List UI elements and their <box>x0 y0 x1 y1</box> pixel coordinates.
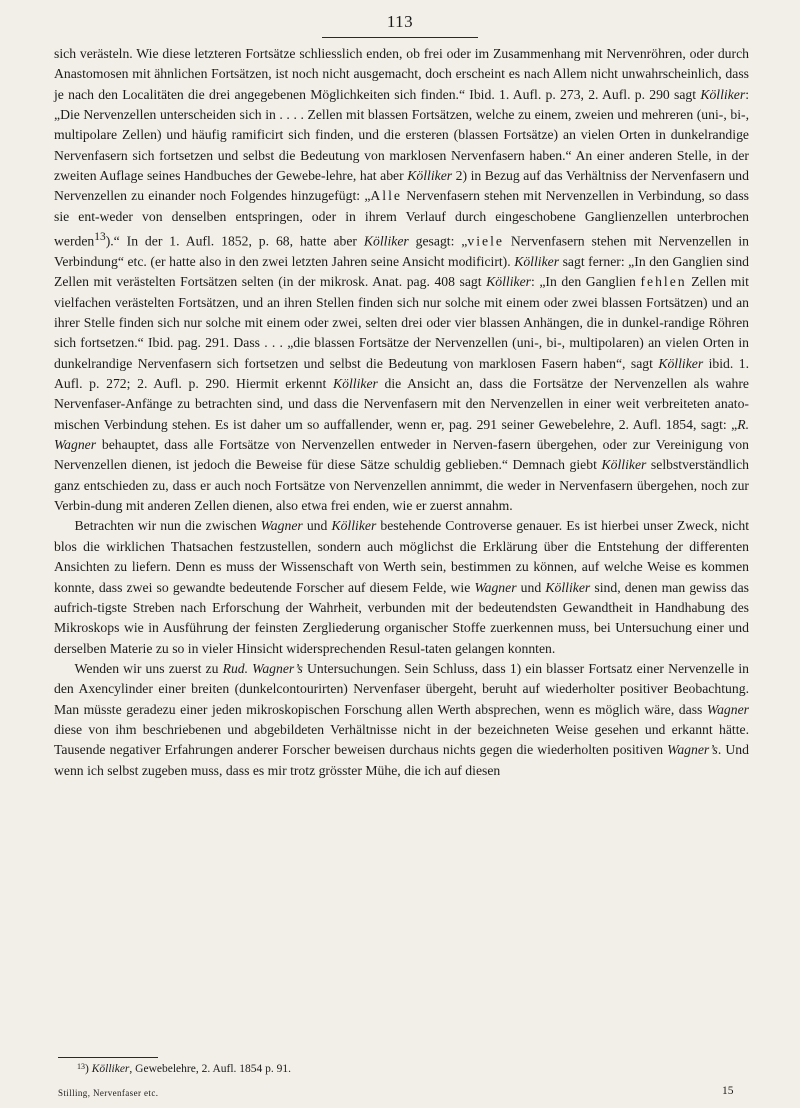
text-run: sind, denen man gewiss das aufrich-tigste Streben nach Erforschung der Wahrheit, verbunden mit der bedeutendsten Gewandtheit in Handhabung des Mikroskops wie in Ausführung der feinsten Zergliederung organischer Stoffe zuerkennen muss, bei Untersuchung einer und derselben Materie zu so in vieler Hinsicht widersprechenden Resul-taten gelangen konnten. <box>54 579 749 656</box>
footnote <box>77 1062 291 1075</box>
spaced-emphasis: fehlen <box>640 274 687 290</box>
printer-signature: Stilling, Nervenfaser etc. <box>58 1088 159 1098</box>
italic-name: Rud. Wagner’s <box>222 660 303 676</box>
italic-name: Wagner <box>260 518 303 534</box>
body-text <box>54 44 749 781</box>
text-run: sagt ferner: „In den Ganglien sind Zellen mit verästelten Fortsätzen selten (in der mikrosk. Anat. pag. 408 sagt <box>54 254 750 290</box>
text-run: ).“ In der 1. Aufl. 1852, p. 68, hatte aber <box>105 233 364 249</box>
footnote-number: 13 <box>77 1062 85 1071</box>
footnote-ref: 13 <box>94 231 106 244</box>
italic-name: Kölliker <box>658 355 704 371</box>
text-run: Wenden wir uns zuerst zu <box>74 660 223 676</box>
italic-name: Wagner’s <box>667 742 718 758</box>
header-rule <box>322 37 478 38</box>
paragraph-1 <box>54 44 749 516</box>
paragraph-2 <box>54 516 749 658</box>
italic-name: Kölliker <box>363 233 409 249</box>
italic-name: Wagner <box>474 579 517 595</box>
text-run: behauptet, dass alle Fortsätze von Nervenzellen entweder in Nerven-fasern übergehen, oder zur Vereinigung von Nervenzellen dienen, ist jedoch die Beweise für diese Sätze schuldig geblieben.“ Demnach giebt <box>54 437 749 473</box>
text-run: Betrachten wir nun die zwischen <box>74 518 261 534</box>
italic-name: Kölliker <box>331 518 377 534</box>
italic-name: Kölliker <box>700 86 746 102</box>
italic-name: R. Wagner <box>54 416 749 453</box>
footnote-text: , Gewebelehre, 2. Aufl. 1854 p. 91. <box>129 1063 292 1075</box>
footnote-paren: ) <box>85 1063 92 1075</box>
signature-mark: 15 <box>722 1085 734 1097</box>
italic-name: Kölliker <box>545 579 591 595</box>
text-run: diese von ihm beschriebenen und abgebildeten Verhältnisse nicht in der bezeichneten Weise gesehen und erkannt hätte. Tausende negativer Erfahrungen anderer Forscher beweisen durchaus nichts gegen die wiederholten positiven <box>54 721 749 758</box>
spaced-emphasis: Alle <box>370 188 402 204</box>
text-run: Untersuchungen. Sein Schluss, dass 1) ein blasser Fortsatz einer Nervenzelle in den Axencylinder einer breiten (dunkelcontourirten) Nervenfaser übergeht, beruht auf wiederholter positiver Beobachtung. Man müsste geradezu einer jeden mikroskopischen Forschung allen Werth absprechen, wenn es möglich wäre, dass <box>54 660 749 717</box>
spaced-emphasis: viele <box>467 233 504 249</box>
text-run: Nervenfasern stehen mit Nervenzellen in Verbindung“ etc. (er hatte also in den zwei letzten Jahren seine Ansicht modificirt). <box>54 233 749 269</box>
italic-name: Kölliker <box>514 254 560 269</box>
text-run: bestehende Controverse genauer. Es ist hierbei unser Zweck, nicht blos die wirklichen Thatsachen festzustellen, sondern auch möglichst die Erklärung über die Entstehung der differenten Ansichten zu liefern. Denn es muss der Wissenschaft von Werth sein, bestimmen zu können, auf welche Weise es kommen konnte, dass zwei so gewandte bedeutende Forscher auf diesem Felde, wie <box>54 518 749 595</box>
paragraph-3 <box>54 659 749 781</box>
text-run: . Und wenn ich selbst zugeben muss, dass es mir trotz grösster Mühe, die ich auf diesen <box>54 742 749 778</box>
italic-name: Kölliker <box>407 168 453 184</box>
page-number: 113 <box>386 12 414 31</box>
footnote-author: Kölliker <box>91 1063 130 1075</box>
text-run: und <box>516 579 546 595</box>
footnote-rule <box>58 1057 158 1058</box>
text-run: 2) in Bezug auf das Verhältniss der Nervenfasern und Nervenzellen zu einander noch Folgendes hinzugefügt: „ <box>54 168 749 204</box>
italic-name: Wagner <box>706 701 749 717</box>
text-run: und <box>302 518 332 534</box>
italic-name: Kölliker <box>333 376 378 392</box>
text-run: Zellen mit vielfachen verästelten Fortsätzen, und an ihren Stellen finden sich nur solche mit einem oder zwei blassen Fortsätzen) und an ihrer Stelle finden sich nur solche mit einem oder zwei, selten drei oder vier blassen Anhängen, die in dunkel-randige Röhren sich fortsetzen.“ Ibid. pag. 291. Dass . . . „die blassen Fortsätze der Nervenzellen (uni-, bi-, multipolaren) an vielen Orten in dunkelrandige Nervenfasern sich fortsetzen und selbst die Bedeutung von marklosen Fasern haben“, sagt <box>54 274 749 371</box>
text-run: sich verästeln. Wie diese letzteren Fortsätze schliesslich enden, ob frei oder im Zusammenhang mit Nervenröhren, oder durch Anastomosen mit ähnlichen Fortsätzen, ist noch nicht ausgemacht, doch erscheint es nach Allem nicht unwahrscheinlich, dass je nach den Localitäten die drei angegebenen Möglichkeiten sich finden.“ Ibid. 1. Aufl. p. 273, 2. Aufl. p. 290 sagt <box>54 46 749 102</box>
italic-name: Kölliker <box>601 457 647 473</box>
text-run: die Ansicht an, dass die Fortsätze der Nervenzellen als wahre Nervenfaser-Anfänge zu betrachten sind, und dass die Nervenfasern mit den Nervenzellen in einer weit verbreiteten anato-mischen Verbindung stehen. Es ist daher um so auffallender, wenn er, pag. 291 seiner Gewebelehre, 2. Aufl. 1854, sagt: „ <box>54 376 749 432</box>
text-run: ibid. 1. Aufl. p. 272; 2. Aufl. p. 290. Hiermit erkennt <box>54 355 749 392</box>
text-run: : „In den Ganglien <box>531 274 641 290</box>
text-run: gesagt: „ <box>408 233 468 249</box>
text-run: Nervenfasern stehen mit Nervenzellen in Verbindung, so dass sie ent-weder von denselben entspringen, oder in ihrem Verlauf durch eingeschobene Ganglienzellen unterbrochen werden <box>54 188 750 249</box>
italic-name: Kölliker <box>486 274 531 290</box>
text-run: : „Die Nervenzellen unterscheiden sich in . . . . Zellen mit blassen Fortsätzen, welche zu einem, zweien und mehreren (uni-, bi-, multipolare Zellen) und häufig ramificirt sich finden, und die ersteren (blassen Fortsätze) an vielen Orten in dunkelrandige Nervenfasern sich fortsetzen und selbst die Bedeutung von marklosen Nervenfasern haben.“ An einer anderen Stelle, in der zweiten Auflage seines Handbuches der Gewebe-lehre, hat aber <box>54 86 749 184</box>
text-run: selbstverständlich ganz entschieden zu, dass er auch noch Fortsätze von Nervenzellen annimmt, die weder in Nervenfasern übergehen, noch zur Verbin-dung mit anderen Zellen dienen, also etwa frei enden, wie er zuerst annahm. <box>54 457 749 514</box>
